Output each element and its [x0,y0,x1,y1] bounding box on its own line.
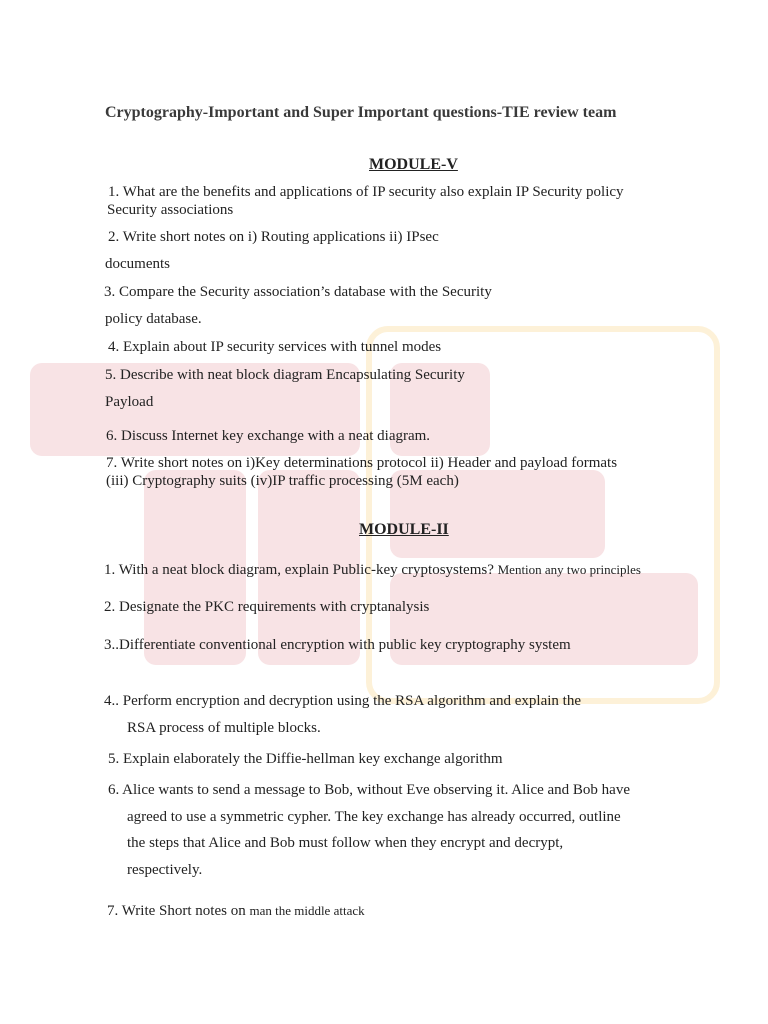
module-ii-question-6-line-1: 6. Alice wants to send a message to Bob, without Eve observing it. Alice and Bob have [108,782,630,798]
module-v-question-7-line-2: (iii) Cryptography suits (iv)IP traffic processing (5M each) [106,473,459,489]
module-v-question-6: 6. Discuss Internet key exchange with a neat diagram. [106,428,431,444]
module-v-heading: MODULE-V [369,156,458,173]
module-ii-question-4-line-2: RSA process of multiple blocks. [127,720,321,736]
module-v-question-1-line-2: Security associations [107,202,234,218]
module-ii-question-6-line-3: the steps that Alice and Bob must follow when they encrypt and decrypt, [127,835,564,851]
module-ii-question-2: 2. Designate the PKC requirements with cryptanalysis [104,599,430,615]
module-v-question-4: 4. Explain about IP security services with tunnel modes [108,339,442,355]
module-ii-question-1 [104,561,641,579]
module-v-question-2-line-1: 2. Write short notes on i) Routing applications ii) IPsec [108,229,439,245]
module-ii-question-6-line-2: agreed to use a symmetric cypher. The key exchange has already occurred, outline [127,809,621,825]
module-ii-question-5: 5. Explain elaborately the Diffie-hellman key exchange algorithm [108,751,503,767]
module-ii-question-7-tail: man the middle attack [249,903,365,918]
module-ii-question-7-main: 7. Write Short notes on [107,903,246,919]
module-v-question-5-line-2: Payload [105,394,154,410]
module-ii-question-7 [107,902,365,920]
module-v-question-7-line-1: 7. Write short notes on i)Key determinations protocol ii) Header and payload formats [106,455,618,471]
module-v-question-2-line-2: documents [105,256,170,272]
document-title: Cryptography-Important and Super Important questions-TIE review team [105,104,617,121]
module-ii-question-1-main: 1. With a neat block diagram, explain Public-key cryptosystems? [104,562,494,578]
module-v-question-1-line-1: 1. What are the benefits and applications of IP security also explain IP Security policy [108,184,624,200]
module-ii-question-4-line-1: 4.. Perform encryption and decryption using the RSA algorithm and explain the [104,693,581,709]
module-v-question-3-line-1: 3. Compare the Security association’s database with the Security [104,284,492,300]
module-ii-question-1-tail: Mention any two principles [497,562,641,577]
module-ii-question-3: 3..Differentiate conventional encryption with public key cryptography system [104,637,571,653]
module-v-question-3-line-2: policy database. [105,311,202,327]
module-v-question-5-line-1: 5. Describe with neat block diagram Encapsulating Security [105,367,465,383]
module-ii-heading: MODULE-II [359,521,449,538]
module-ii-question-6-line-4: respectively. [127,862,203,878]
